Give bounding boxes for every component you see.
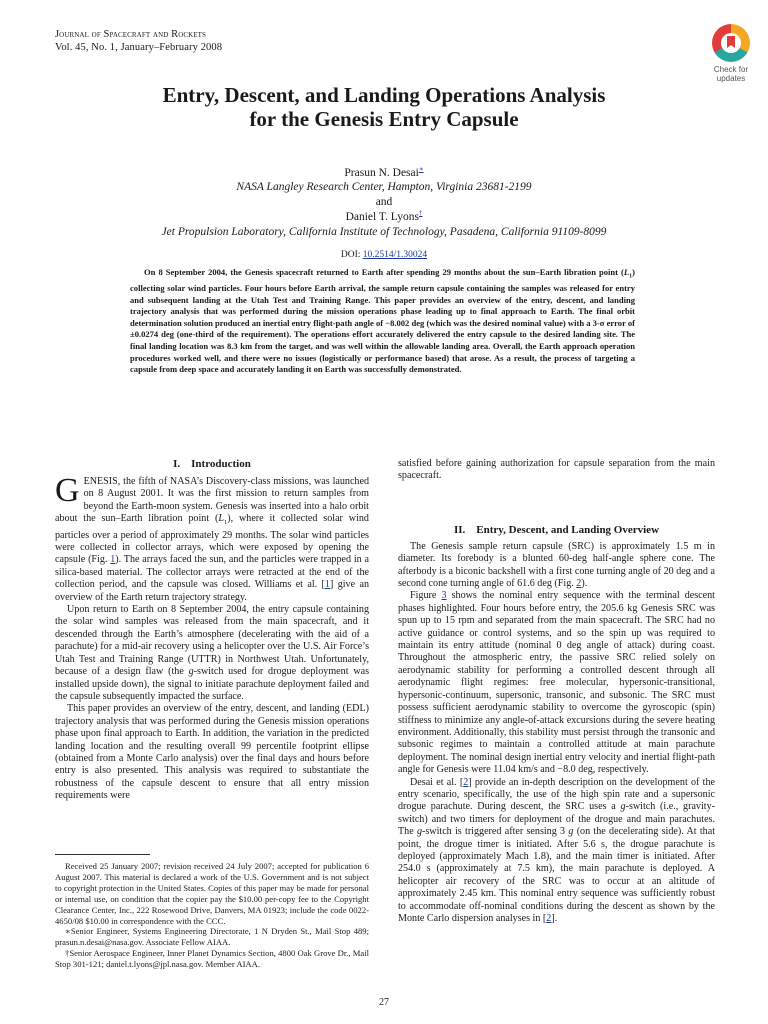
abstract-text-2: ) collecting solar wind particles. Four hours before Earth arrival, the sample return capsule containing the samples was released for entry and subsequent landing at the Utah Test and Training Range. This paper provides an overview of the entry, descent, and landing trajectory analysis that was performed during the mission operations phase leading up to final approach to Earth. The final orbit determination solution produced an inertial entry flight-path angle of −8.002 deg (which was the desired nominal value) with a 3-σ error of ±0.0274 deg (one-third of the requirement). The operations effort accurately delivered the entry capsule to the desired landing site. The final landing location was 8.3 km from the target, and was well within the allowable landing area. Overall, the Earth approach operation procedures worked well, and there were no issues (logistically or performance based) that arose. As a result, the process of targeting a capsule from deep space and accurately landing it on Earth was successfully demonstrated. xyxy=(130,267,635,375)
ov-p3-g2: g xyxy=(416,826,423,838)
author2-footnote-link[interactable]: † xyxy=(418,209,423,218)
intro-p1-c: ). The arrays faced the sun, and the particles were trapped in a silica-based material. The collector arrays were retracted at the end of the collection period, and the capsule was closed. Williams et al. [ xyxy=(55,554,369,591)
intro-p1-L: L xyxy=(218,513,224,525)
ov-p3-c: -switch (i.e., gravity-switch) and two timers for deployment of the drogue and main parachutes. The xyxy=(398,801,715,838)
intro-p1-a: ENESIS, the fifth of NASA’s Discovery-class missions, was launched on 8 August 2001. It was the first mission to return samples from beyond the Earth-moon system. Genesis was inserted into a halo orbit about the sun–Earth libration point ( xyxy=(55,476,369,525)
right-column xyxy=(398,458,715,925)
footnotes xyxy=(55,861,369,970)
ov-p3-g: g xyxy=(620,801,626,813)
crossmark-icon xyxy=(712,24,750,62)
badge-line1: Check for xyxy=(713,65,749,74)
abstract-L: L xyxy=(623,267,630,277)
overview-paragraph-1 xyxy=(398,541,715,591)
ref1-link[interactable]: 1 xyxy=(324,579,330,591)
overview-paragraph-3 xyxy=(398,777,715,926)
footnote-rule xyxy=(55,854,150,855)
abstract-sub: 1 xyxy=(629,273,633,280)
journal-volume: Vol. 45, No. 1, January–February 2008 xyxy=(55,42,223,53)
abstract xyxy=(130,267,635,376)
intro-paragraph-1 xyxy=(55,472,369,604)
journal-name: Journal of Spacecraft and Rockets xyxy=(55,29,207,40)
and-text: and xyxy=(375,196,393,208)
title-line2: for the Genesis Entry Capsule xyxy=(249,107,519,131)
ref2-link[interactable]: 2 xyxy=(463,776,469,788)
author2-name: Daniel T. Lyons xyxy=(345,211,419,223)
check-for-updates-button[interactable] xyxy=(700,24,762,84)
ref2-link-second[interactable]: 2 xyxy=(546,913,552,924)
page-number: 27 xyxy=(379,997,389,1008)
intro-p1-b: ), where it collected solar wind particles over a period of approximately 29 months. The solar wind particles were collected in collector arrays, which were exposed by opening the capsule (Fig. xyxy=(55,513,369,566)
author1-name: Prasun N. Desai xyxy=(344,167,419,179)
ov-p3-e: (on the decelerating side). At that point, the drogue timer is initiated. After 5.6 s, the drogue parachute is deployed (approximately Mach 1.8), and the main timer is initiated. After 254.0 s (approximately at 7.5 km), the main parachute is deployed. A helicopter air recovery of the SRC was to occur at an altitude of approximately 2.45 km. This nominal entry sequence was sufficiently robust to accommodate off-nominal conditions during the descent as shown by the Monte Carlo dispersion analyses in [ xyxy=(398,826,715,924)
doi-label: DOI: xyxy=(340,250,363,260)
footnote-author2: †Senior Aerospace Engineer, Inner Planet Dynamics Section, 4800 Oak Grove Dr., Mail Stop 301-121; daniel.t.lyons@jpl.nasa.gov. Member AIAA. xyxy=(55,948,369,970)
ov-p2-b: shows the nominal entry sequence with the terminal descent phases highlighted. Four hours before entry, the 205.6 kg Genesis SRC was spun up to 15 rpm and separated from the main spacecraft. The SRC had no active guidance or control systems, and so the spin up was required to maintain its entry attitude (nominal 0 deg angle of attack) during coast. Throughout the atmospheric entry, the passive SRC relied solely on aerodynamic stability for performing a controlled descent through all aerodynamic flight regimes: free molecular, hypersonic-transitional, hypersonic-continuum, supersonic, transonic, and subsonic. The SRC must possess sufficient aerodynamic stability to overcome the gyroscopic (spin) stiffness to minimize any angle-of-attack excursions during the severe heating environment. Additionally, this stability must persist through the transonic and subsonic regimes to maintain a controlled attitude at main parachute deployment. The nominal design inertial entry velocity and inertial flight-path angle for Genesis were 11.04 km/s and −8.0 deg, respectively. xyxy=(398,590,715,776)
doi-line xyxy=(40,248,728,262)
intro-paragraph-3: This paper provides an overview of the entry, descent, and landing (EDL) trajectory analysis that was performed during the Genesis mission operations phase upon final approach to Earth. In addition, the variation in the predicted landing location and the resulting overall 99 percentile footprint ellipse (obtained from a Monte Carlo analysis) over the final days and hours before entry is also presented. This analysis was required to substantiate the robustness of the capsule descent to ensure that all entry mission requirements were xyxy=(55,703,369,802)
fig1-link[interactable]: 1 xyxy=(110,554,116,566)
ov-p3-b: ] provide an in-depth description on the development of the entry scenario, specifically, the use of the high spin rate and a supersonic drogue parachute. During descent, the SRC uses a xyxy=(398,776,715,813)
fig3-link[interactable]: 3 xyxy=(441,590,447,602)
author2-line xyxy=(40,210,728,224)
footnote-author1: ∗Senior Engineer, Systems Engineering Directorate, 1 N Dryden St., Mail Stop 489; prasun.n.desai@nasa.gov. Associate Fellow AIAA. xyxy=(55,926,369,948)
overview-paragraph-2 xyxy=(398,590,715,776)
author2-affiliation: Jet Propulsion Laboratory, California Institute of Technology, Pasadena, California 91109-8099 xyxy=(161,226,607,238)
paper-title xyxy=(40,83,728,131)
section2-heading: II. Entry, Descent, and Landing Overview xyxy=(453,523,660,536)
author1-line xyxy=(40,166,728,180)
author1-affiliation: NASA Langley Research Center, Hampton, Virginia 23681-2199 xyxy=(236,181,532,193)
intro-p1-sub: 1 xyxy=(223,519,228,527)
intro-paragraph-2 xyxy=(55,604,369,703)
ov-p2-a: Figure xyxy=(410,590,442,602)
intro-p2-a: Upon return to Earth on 8 September 2004, the entry capsule containing the solar wind samples was released from the main spacecraft, and it descended through the Earth’s atmosphere (decelerating with the aid of a parachute) for a mid-air recovery using a helicopter over the U.S. Air Force’s Utah Test and Training Range (UTTR) in Northwest Utah. Unfortunately, because of a design flaw (the xyxy=(55,604,369,678)
footnote-received: Received 25 January 2007; revision received 24 July 2007; accepted for publication 6 August 2007. This material is declared a work of the U.S. Government and is not subject to copyright protection in the United States. Copies of this paper may be made for personal or internal use, on condition that the copier pay the $10.00 per-copy fee to the Copyright Clearance Center, Inc., 222 Rosewood Drive, Danvers, MA 01923; include the code 0022-4650/08 $10.00 in correspondence with the CCC. xyxy=(55,861,369,926)
section1-heading: I. Introduction xyxy=(173,458,251,470)
drop-cap: G xyxy=(55,472,80,509)
fig2-link[interactable]: 2 xyxy=(576,578,582,590)
title-line1: Entry, Descent, and Landing Operations Analysis xyxy=(162,83,606,107)
abstract-text-1: On 8 September 2004, the Genesis spacecraft returned to Earth after spending 29 months about the sun–Earth libration point ( xyxy=(144,267,624,277)
intro-p2-g: g xyxy=(188,666,194,678)
ov-p1-a: The Genesis sample return capsule (SRC) is approximately 1.5 m in diameter. Its forebody is a blunted 60-deg half-angle sphere cone. The afterbody is a biconic backshell with a first cone turning angle of 20 deg and a second cone turning angle of 61.6 deg (Fig. xyxy=(398,540,715,590)
doi-link[interactable]: 10.2514/1.30024 xyxy=(362,250,428,260)
ov-p3-g3: g xyxy=(568,826,574,838)
right-continuation: satisfied before gaining authorization for capsule separation from the main spacecraft. xyxy=(398,458,715,482)
ov-p1-b: ). xyxy=(581,578,588,590)
intro-p1-d: ] give an overview of the Earth return trajectory strategy. xyxy=(55,579,369,603)
ov-p3-d: -switch is triggered after sensing 3 xyxy=(422,826,569,838)
badge-line2: updates xyxy=(716,74,746,83)
author1-footnote-link[interactable]: ∗ xyxy=(418,165,424,174)
left-column xyxy=(55,457,369,803)
intro-p2-b: -switch used for drogue deployment was installed upside down), the signal to initiate parachute deployment failed and the capsule subsequently impacted the surface. xyxy=(55,666,370,702)
ov-p3-f: ]. xyxy=(551,913,558,924)
ov-p3-a: Desai et al. [ xyxy=(410,776,464,788)
